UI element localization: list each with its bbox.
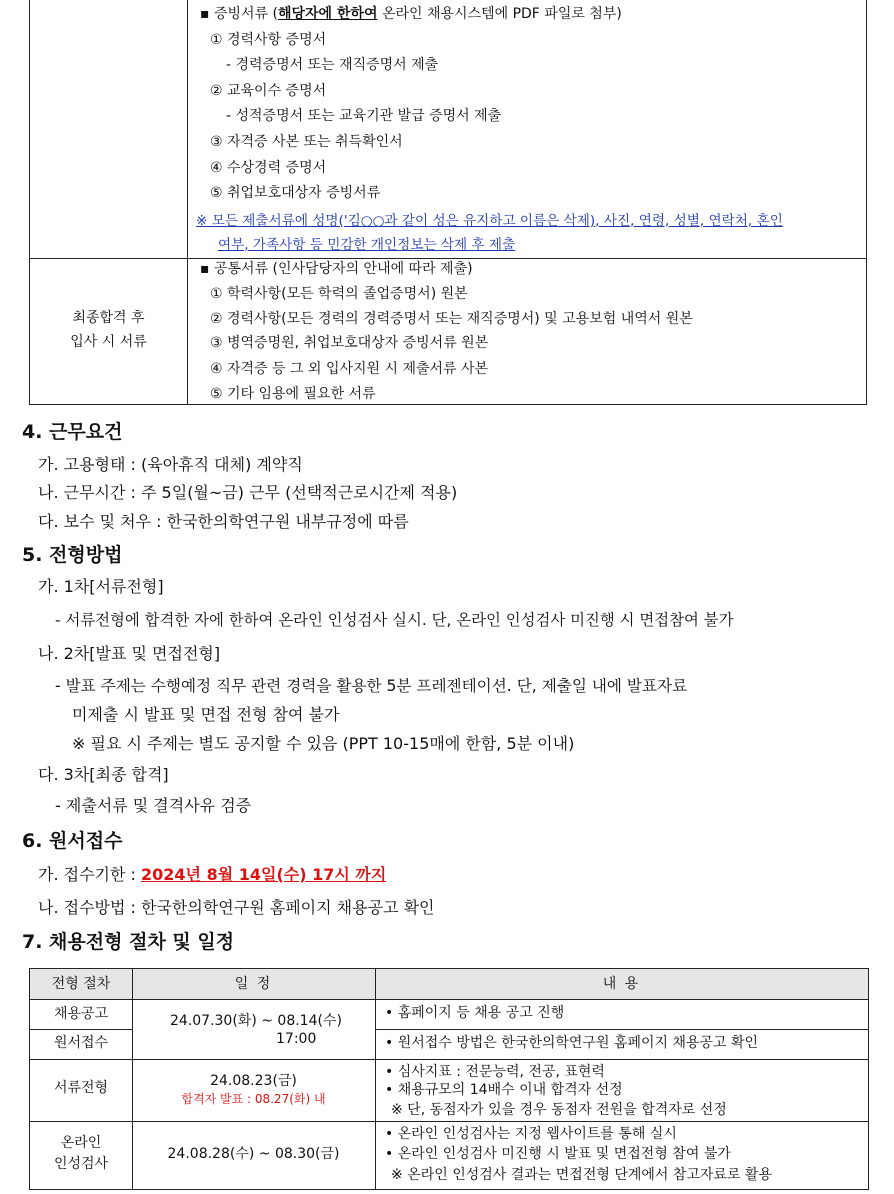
table-cell: 24.07.30(화) ~ 08.14(수) (170, 1013, 342, 1029)
list-item: - 경력증명서 또는 재직증명서 제출 (226, 57, 439, 73)
table-divider (30, 1059, 868, 1060)
paragraph: - 서류전형에 합격한 자에 한하여 온라인 인성검사 실시. 단, 온라인 인성검사 미진행 시 면접참여 불가 (55, 611, 734, 629)
evidence-heading: ▪ 증빙서류 (해당자에 한하여 온라인 채용시스템에 PDF 파일로 첨부) (200, 6, 622, 22)
table-cell: ※ 단, 동점자가 있을 경우 동점자 전원을 합격자로 선정 (391, 1102, 727, 1118)
paragraph: 나. 2차[발표 및 면접전형] (38, 644, 221, 663)
paragraph: 가. 1차[서류전형] (38, 577, 164, 596)
list-item: ② 경력사항(모든 경력의 경력증명서 또는 재직증명서) 및 고용보험 내역서 원본 (210, 311, 693, 327)
documents-table (29, 0, 867, 405)
table-cell: • 심사지표 : 전문능력, 전공, 표현력 (385, 1064, 605, 1080)
note: ※ 필요 시 주제는 별도 공지할 수 있음 (PPT 10-15매에 한함, 5분 이내) (72, 734, 575, 753)
paragraph: 미제출 시 발표 및 면접 전형 참여 불가 (72, 705, 340, 724)
table-divider (30, 1029, 132, 1030)
announcement-date: 합격자 발표 : 08.27(화) 내 (181, 1092, 326, 1106)
table-divider (30, 258, 867, 259)
paragraph: - 발표 주제는 수행예정 직무 관련 경력을 활용한 5분 프레젠테이션. 단, 제출일 내에 발표자료 (55, 677, 688, 695)
section-title: 5. 전형방법 (22, 544, 123, 566)
paragraph: 나. 근무시간 : 주 5일(월~금) 근무 (선택적근로시간제 적용) (38, 483, 458, 502)
column-header: 일 정 (234, 976, 273, 992)
table-cell: 원서접수 (53, 1035, 109, 1051)
paragraph: - 제출서류 및 결격사유 검증 (55, 796, 252, 815)
table-cell: • 온라인 인성검사는 지정 웹사이트를 통해 실시 (385, 1126, 677, 1142)
deadline-value: 2024년 8월 14일(수) 17시 까지 (141, 865, 387, 884)
list-item: ① 경력사항 증명서 (210, 32, 327, 48)
list-item: ③ 병역증명원, 취업보호대상자 증빙서류 원본 (210, 335, 489, 351)
section-title: 7. 채용전형 절차 및 일정 (22, 931, 235, 953)
table-cell: 온라인 (60, 1135, 102, 1151)
table-cell: 24.08.23(금) (210, 1073, 297, 1089)
list-item: ④ 수상경력 증명서 (210, 160, 327, 176)
list-item: ① 학력사항(모든 학력의 졸업증명서) 원본 (210, 286, 468, 302)
paragraph: 다. 보수 및 처우 : 한국한의학연구원 내부규정에 따름 (38, 512, 409, 531)
list-item: - 성적증명서 또는 교육기관 발급 증명서 제출 (226, 108, 502, 124)
row-label: 최종합격 후 (72, 310, 145, 326)
table-cell: 인성검사 (53, 1156, 109, 1172)
table-divider (375, 1029, 868, 1030)
list-item: ⑤ 취업보호대상자 증빙서류 (210, 185, 381, 201)
section-title: 4. 근무요건 (22, 421, 123, 443)
list-item: ⑤ 기타 임용에 필요한 서류 (210, 386, 376, 402)
table-divider (187, 0, 188, 404)
row-label: 입사 시 서류 (70, 334, 147, 350)
table-cell: • 채용규모의 14배수 이내 합격자 선정 (385, 1082, 623, 1098)
table-cell: ※ 온라인 인성검사 결과는 면접전형 단계에서 참고자료로 활용 (391, 1167, 772, 1183)
deadline-line: 가. 접수기한 : 2024년 8월 14일(수) 17시 까지 (38, 865, 387, 884)
table-divider (30, 1121, 868, 1122)
paragraph: 다. 3차[최종 합격] (38, 765, 169, 784)
common-docs-heading: ▪ 공통서류 (인사담당자의 안내에 따라 제출) (200, 261, 473, 277)
column-header: 전형 절차 (51, 976, 111, 992)
table-divider (375, 969, 376, 1189)
table-cell: 17:00 (276, 1031, 317, 1047)
table-cell: 채용공고 (53, 1006, 109, 1022)
list-item: ③ 자격증 사본 또는 취득확인서 (210, 134, 403, 150)
table-cell: • 온라인 인성검사 미진행 시 발표 및 면접전형 참여 불가 (385, 1146, 731, 1162)
section-title: 6. 원서접수 (22, 830, 123, 852)
privacy-note: ※ 모든 제출서류에 성명('김○○과 같이 성은 유지하고 이름은 삭제), 사진, 연령, 성별, 연락처, 혼인 (196, 213, 783, 229)
list-item: ④ 자격증 등 그 외 입사지원 시 제출서류 사본 (210, 361, 489, 377)
list-item: ② 교육이수 증명서 (210, 83, 327, 99)
table-cell: 24.08.28(수) ~ 08.30(금) (167, 1146, 340, 1162)
table-cell: • 원서접수 방법은 한국한의학연구원 홈페이지 채용공고 확인 (385, 1035, 759, 1051)
table-cell: • 홈페이지 등 채용 공고 진행 (385, 1005, 565, 1021)
privacy-note: 여부, 가족사항 등 민감한 개인정보는 삭제 후 제출 (218, 237, 516, 253)
paragraph: 나. 접수방법 : 한국한의학연구원 홈페이지 채용공고 확인 (38, 898, 435, 917)
table-cell: 서류전형 (53, 1080, 109, 1096)
schedule-table (29, 968, 869, 1190)
paragraph: 가. 고용형태 : (육아휴직 대체) 계약직 (38, 455, 303, 474)
column-header: 내 용 (602, 976, 641, 992)
